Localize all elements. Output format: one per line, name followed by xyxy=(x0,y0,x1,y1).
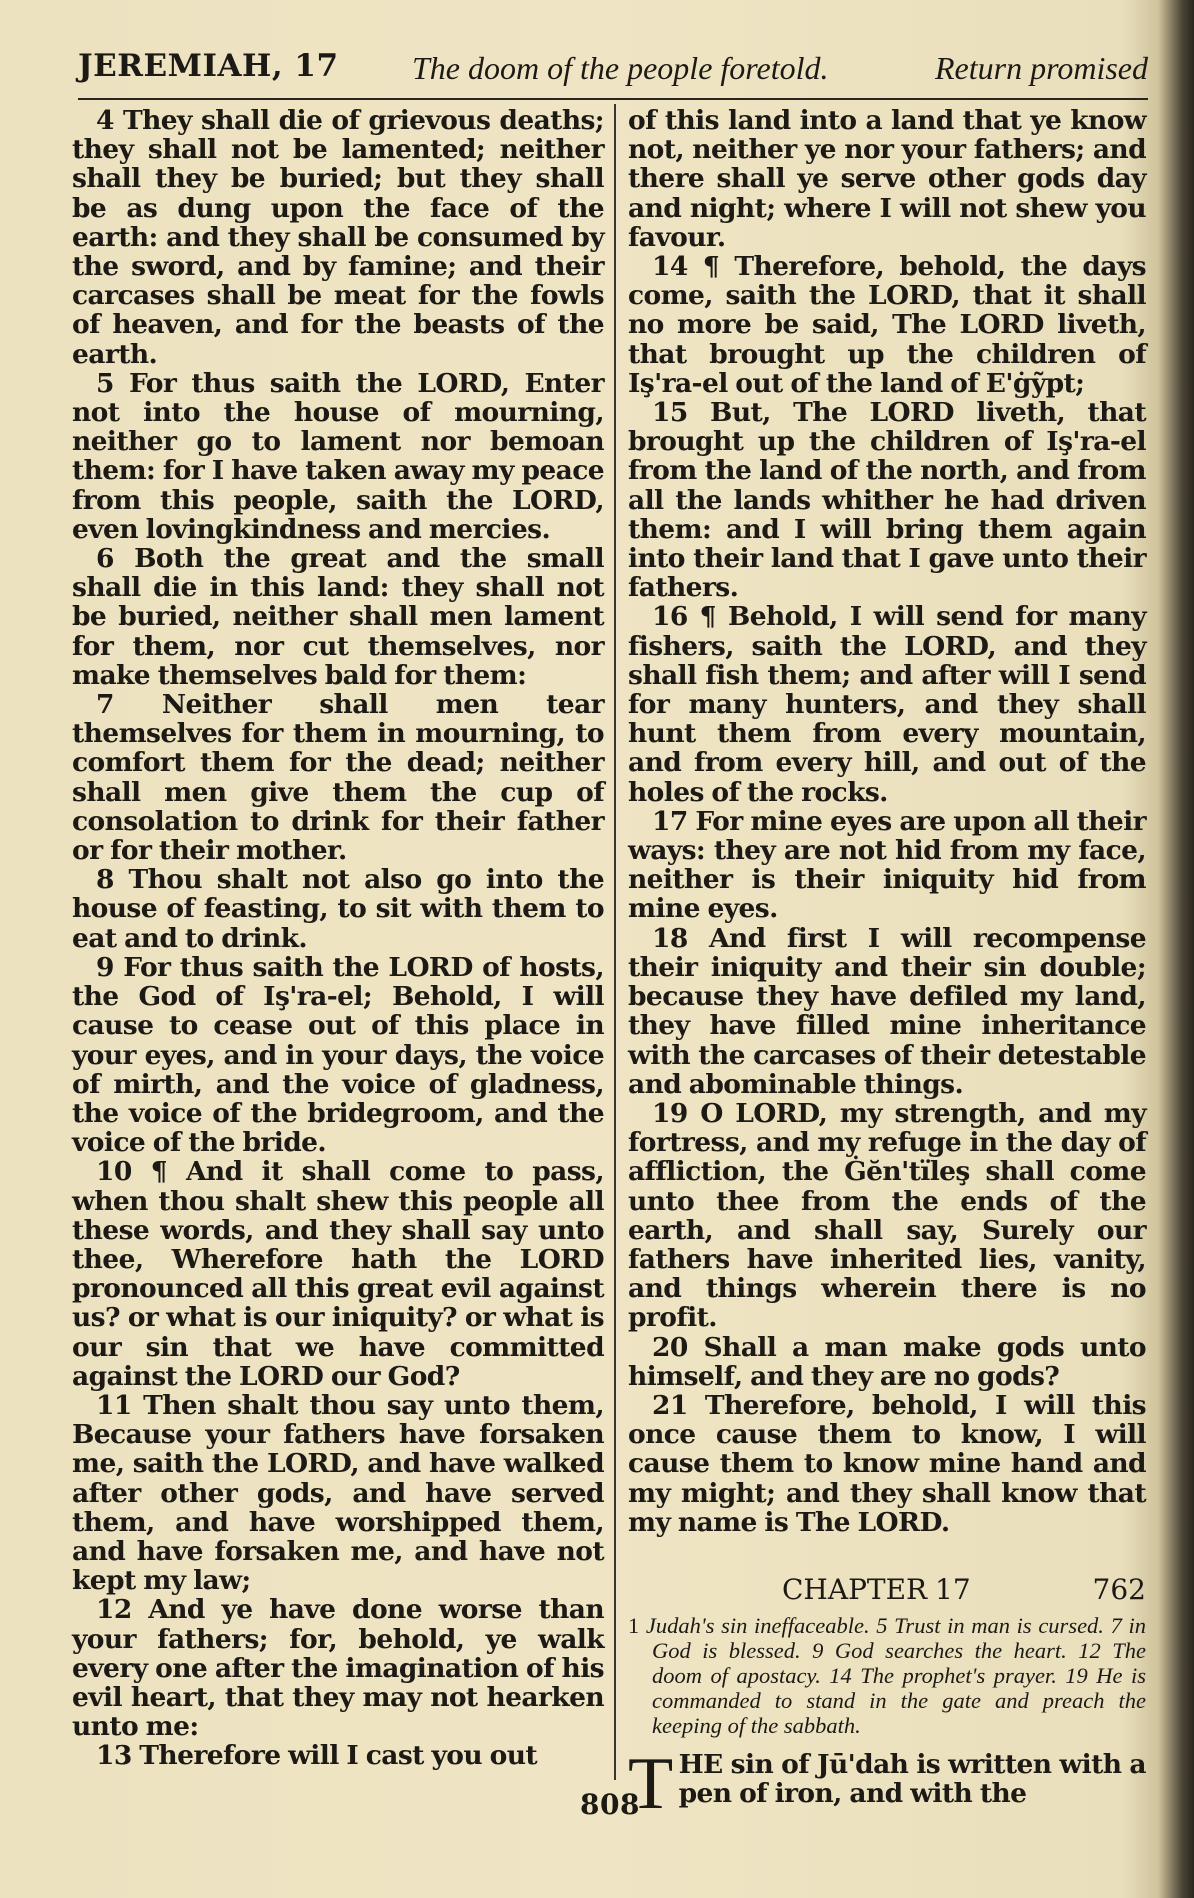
header-topic: The doom of the people foretold. xyxy=(412,50,829,86)
verse: 6 Both the great and the small shall die in this land: they shall not be buried, neither shall men lament for them, nor cut themselves, nor make themselves bald for them: xyxy=(72,543,604,691)
verse: 8 Thou shalt not also go into the house of feasting, to sit with them to eat and to drink. xyxy=(72,864,604,954)
chapter-title: CHAPTER 17 xyxy=(782,1572,971,1606)
summary-verse-number: 1 xyxy=(628,1612,640,1638)
verse: 9 For thus saith the LORD of hosts, the God of Iş'ra-el; Behold, I will cause to cease out of this place in your eyes, and in your days, the voice of mirth, and the voice of gladness, the voice of the bridegroom, and the voice of the bride. xyxy=(72,951,604,1159)
verse-continuation: of this land into a land that ye know not, neither ye nor your fathers; and there shall ye serve other gods day and night; where I will not shew you favour. xyxy=(628,105,1146,253)
verse: 20 Shall a man make gods unto himself, and they are no gods? xyxy=(628,1331,1146,1392)
drop-cap: T xyxy=(628,1742,673,1825)
chapter-opening-verse xyxy=(628,1742,1146,1825)
verse: 7 Neither shall men tear themselves for them in mourning, to comfort them for the dead; neither shall men give them the cup of consolation to drink for their father or for their mother. xyxy=(72,689,604,867)
verse: 14 ¶ Therefore, behold, the days come, saith the LORD, that it shall no more be said, The LORD liveth, that brought up the children of Iş'ra-el out of the land of E'ġỹpt; xyxy=(628,251,1146,399)
verse: 17 For mine eyes are upon all their ways: they are not hid from my face, neither is their iniquity hid from mine eyes. xyxy=(628,805,1146,925)
book-chapter-heading: JEREMIAH, 17 xyxy=(78,48,339,84)
verse: 11 Then shalt thou say unto them, Because your fathers have forsaken me, saith the LORD, and have walked after other gods, and have served them, and have worshipped them, and have forsaken me, and have not kept my law; xyxy=(72,1389,604,1597)
verse: 15 But, The LORD liveth, that brought up the children of Iş'ra-el from the land of the north, and from all the lands whither he had driven them: and I will bring them again into their land that I gave unto their fathers. xyxy=(628,397,1146,604)
column-divider xyxy=(614,104,616,1780)
chapter-reference-number: 762 xyxy=(1092,1572,1146,1606)
verse: 13 Therefore will I cast you out xyxy=(96,1740,537,1772)
right-column xyxy=(628,105,1146,1825)
verse: 12 And ye have done worse than your fathers; for, behold, ye walk every one after the imagination of his evil heart, that they may not hearken unto me: xyxy=(72,1594,604,1743)
left-column xyxy=(72,106,604,1771)
verse: 19 O LORD, my strength, and my fortress, and my refuge in the day of affliction, the Ġĕn'tïleş shall come unto thee from the ends of the earth, and shall say, Surely our fathers have inherited lies, vanity, and things wherein there is no profit. xyxy=(628,1097,1146,1334)
header-topic-right: Return promised xyxy=(934,50,1148,86)
page-number: 808 xyxy=(580,1788,640,1821)
verse: 5 For thus saith the LORD, Enter not into the house of mourning, neither go to lament nor bemoan them: for I have taken away my peace from this people, saith the LORD, even lovingkindness and mercies. xyxy=(72,367,604,545)
verse: 4 They shall die of grievous deaths; they shall not be lamented; neither shall they be buried; but they shall be as dung upon the face of the earth: and they shall be consumed by the sword, and by famine; and their carcases shall be meat for the fowls of heaven, and for the beasts of the earth. xyxy=(72,105,604,370)
verse: 10 ¶ And it shall come to pass, when thou shalt shew this people all these words, and they shall say unto thee, Wherefore hath the LORD pronounced all this great evil against us? or what is our iniquity? or what is our sin that we have committed against the LORD our God? xyxy=(72,1156,604,1392)
verse: 21 Therefore, behold, I will this once cause them to know, I will cause them to know mine hand and my might; and they shall know that my name is The LORD. xyxy=(628,1389,1146,1538)
opening-text: HE sin of Jū'dah is written with a pen of iron, and with the xyxy=(678,1748,1146,1810)
chapter-heading xyxy=(628,1572,1146,1609)
verse: 16 ¶ Behold, I will send for many fishers, saith the LORD, and they shall fish them; and after will I send for many hunters, and they shall hunt them from every mountain, and from every hill, and out of the holes of the rocks. xyxy=(628,601,1146,808)
summary-text: Judah's sin ineffaceable. 5 Trust in man is cursed. 7 in God is blessed. 9 God searches the heart. 12 The doom of apostacy. 14 The prophet's prayer. 19 He is commanded to stand in the gate and preach the keeping of the sabbath. xyxy=(645,1612,1146,1738)
verse: 18 And first I will recompense their iniquity and their sin double; because they have defiled my land, they have filled mine inheritance with the carcases of their detestable and abominable things. xyxy=(628,922,1146,1100)
chapter-summary xyxy=(628,1613,1146,1738)
running-header xyxy=(78,48,1148,100)
